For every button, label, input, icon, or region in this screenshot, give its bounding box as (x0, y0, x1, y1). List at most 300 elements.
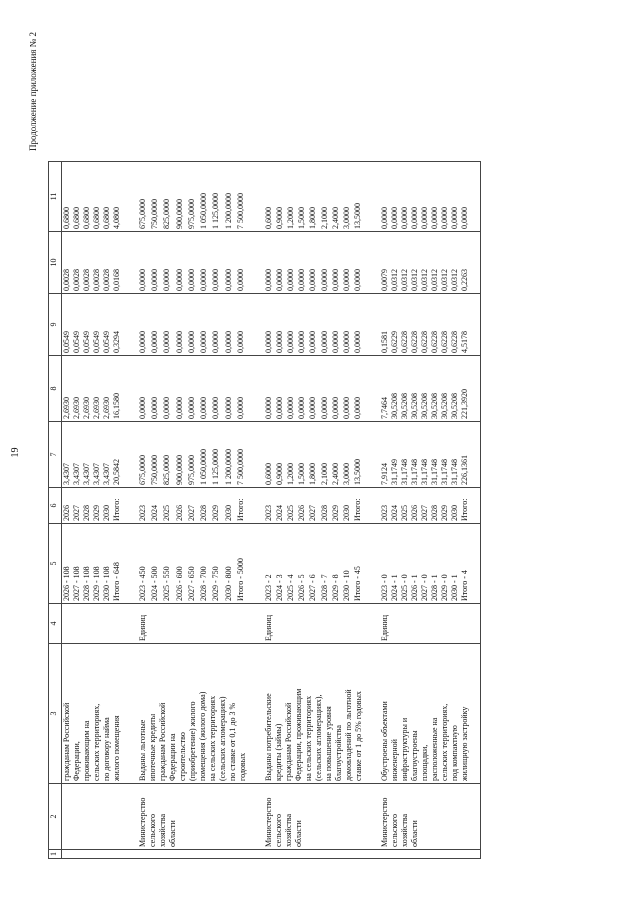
value-cell-other: 2,4000 (331, 162, 342, 232)
year-cell: Итого: (460, 488, 470, 524)
value-cell-federal: 0,0000 (342, 356, 353, 422)
value-cell-other: 0,6800 (72, 162, 82, 232)
value-cell-federal: 30,5208 (390, 356, 400, 422)
value-cell-local: 0,0312 (430, 232, 440, 294)
measure-cell: Выданы потребительские кредиты (займы) гражданам Российской Федерации, проживающим на сельских территориях (сельских агломерациях), на повышение уровня благоустройства домовладений по льготной ставке от 1 до 5% годовых (264, 644, 364, 784)
value-cell-regional: 0,6229 (390, 294, 400, 356)
target-cell: Итого - 5000 (236, 524, 248, 604)
bottom-cell (470, 524, 481, 604)
target-cell: 2024 - 1 (390, 524, 400, 604)
value-cell-regional: 0,0000 (342, 294, 353, 356)
column-header-7: 7 (49, 422, 62, 488)
table-row (138, 162, 150, 859)
value-cell-regional: 0,0000 (353, 294, 364, 356)
value-cell-total: 31,1748 (410, 422, 420, 488)
separator-cell (364, 422, 380, 488)
target-cell: 2029 - 8 (331, 524, 342, 604)
value-cell-regional: 0,0549 (102, 294, 112, 356)
separator-cell (364, 488, 380, 524)
ministry-cell (62, 784, 123, 850)
value-cell-federal: 30,5208 (400, 356, 410, 422)
value-cell-total: 3,4307 (102, 422, 112, 488)
value-cell-local: 0,0028 (92, 232, 102, 294)
block-separator (364, 162, 380, 859)
value-cell-regional: 0,0549 (92, 294, 102, 356)
target-cell: 2025 - 4 (286, 524, 297, 604)
separator-cell (122, 784, 138, 850)
value-cell-federal: 30,5208 (450, 356, 460, 422)
year-cell: 2028 (430, 488, 440, 524)
value-cell-total: 2,4000 (331, 422, 342, 488)
bottom-cell (470, 850, 481, 859)
separator-cell (122, 162, 138, 232)
value-cell-total: 825,0000 (162, 422, 174, 488)
target-cell: 2027 - 108 (72, 524, 82, 604)
value-cell-local: 0,2263 (460, 232, 470, 294)
separator-cell (122, 356, 138, 422)
value-cell-federal: 30,5208 (410, 356, 420, 422)
value-cell-local: 0,0028 (62, 232, 73, 294)
value-cell-regional: 0,0000 (297, 294, 308, 356)
value-cell-local: 0,0312 (420, 232, 430, 294)
target-cell: 2023 - 2 (264, 524, 275, 604)
separator-cell (248, 162, 264, 232)
value-cell-regional: 0,0000 (150, 294, 162, 356)
table-row (264, 162, 275, 859)
value-cell-other: 0,0000 (410, 162, 420, 232)
value-cell-regional: 0,0000 (331, 294, 342, 356)
separator-cell (364, 232, 380, 294)
ministry-cell: Министерство сельского хозяйства области (380, 784, 470, 850)
target-cell: 2028 - 700 (199, 524, 211, 604)
index-cell (380, 850, 470, 859)
value-cell-local: 0,0000 (224, 232, 236, 294)
year-cell: 2027 (420, 488, 430, 524)
value-cell-total: 750,0000 (150, 422, 162, 488)
target-cell: 2029 - 750 (211, 524, 223, 604)
value-cell-total: 31,1749 (390, 422, 400, 488)
value-cell-regional: 0,6228 (400, 294, 410, 356)
value-cell-total: 7,9124 (380, 422, 390, 488)
value-cell-other: 0,6000 (264, 162, 275, 232)
value-cell-federal: 0,0000 (162, 356, 174, 422)
value-cell-total: 0,9000 (275, 422, 286, 488)
value-cell-regional: 0,0000 (138, 294, 150, 356)
separator-cell (248, 784, 264, 850)
value-cell-regional: 0,1581 (380, 294, 390, 356)
column-header-2: 2 (49, 784, 62, 850)
value-cell-regional: 0,0000 (162, 294, 174, 356)
measure-cell: Выданы льготные ипотечные кредиты гражданам Российской Федерации на строительство (приобретение) жилого помещения (жилого дома) на сельских территориях (сельских агломерациях) по ставке от 0,1 до 3 % годовых (138, 644, 248, 784)
value-cell-total: 3,4307 (62, 422, 73, 488)
separator-cell (364, 604, 380, 644)
table-body (62, 162, 481, 859)
bottom-cell (470, 162, 481, 232)
value-cell-other: 2,1000 (320, 162, 331, 232)
target-cell: 2029 - 108 (92, 524, 102, 604)
value-cell-other: 675,0000 (138, 162, 150, 232)
separator-cell (364, 356, 380, 422)
value-cell-federal: 0,0000 (308, 356, 319, 422)
target-cell: 2024 - 3 (275, 524, 286, 604)
target-cell: 2030 - 108 (102, 524, 112, 604)
separator-cell (364, 850, 380, 859)
value-cell-total: 1 125,0000 (211, 422, 223, 488)
value-cell-other: 1,5000 (297, 162, 308, 232)
value-cell-regional: 0,0000 (187, 294, 199, 356)
value-cell-regional: 0,0000 (236, 294, 248, 356)
separator-cell (248, 356, 264, 422)
column-header-10: 10 (49, 232, 62, 294)
value-cell-total: 1,5000 (297, 422, 308, 488)
value-cell-regional: 0,0549 (62, 294, 73, 356)
target-cell: 2027 - 0 (420, 524, 430, 604)
value-cell-federal: 0,0000 (224, 356, 236, 422)
year-cell: 2023 (138, 488, 150, 524)
year-cell: 2026 (410, 488, 420, 524)
value-cell-regional: 0,6228 (410, 294, 420, 356)
value-cell-federal: 0,0000 (331, 356, 342, 422)
year-cell: 2024 (390, 488, 400, 524)
separator-cell (122, 850, 138, 859)
value-cell-federal: 0,0000 (275, 356, 286, 422)
value-cell-regional: 0,6228 (430, 294, 440, 356)
year-cell: 2030 (450, 488, 460, 524)
target-cell: 2027 - 6 (308, 524, 319, 604)
column-header-5: 5 (49, 524, 62, 604)
year-cell: 2024 (150, 488, 162, 524)
value-cell-total: 975,0000 (187, 422, 199, 488)
value-cell-federal: 0,0000 (199, 356, 211, 422)
value-cell-total: 1 200,0000 (224, 422, 236, 488)
value-cell-local: 0,0000 (138, 232, 150, 294)
target-cell: 2026 - 600 (175, 524, 187, 604)
value-cell-other: 0,6800 (102, 162, 112, 232)
separator-cell (122, 524, 138, 604)
value-cell-regional: 0,0000 (286, 294, 297, 356)
year-cell: 2029 (211, 488, 223, 524)
value-cell-federal: 221,3920 (460, 356, 470, 422)
value-cell-local: 0,0000 (150, 232, 162, 294)
unit-cell (62, 604, 123, 644)
column-header-9: 9 (49, 294, 62, 356)
value-cell-regional: 0,0000 (199, 294, 211, 356)
value-cell-regional: 0,3294 (112, 294, 122, 356)
value-cell-local: 0,0000 (275, 232, 286, 294)
value-cell-total: 900,0000 (175, 422, 187, 488)
bottom-cell (470, 644, 481, 784)
target-cell: 2028 - 1 (430, 524, 440, 604)
value-cell-other: 0,6800 (92, 162, 102, 232)
value-cell-federal: 2,6930 (82, 356, 92, 422)
value-cell-local: 0,0028 (72, 232, 82, 294)
column-header-6: 6 (49, 488, 62, 524)
value-cell-regional: 4,5178 (460, 294, 470, 356)
value-cell-total: 7 500,0000 (236, 422, 248, 488)
separator-cell (248, 488, 264, 524)
table-header (49, 162, 62, 859)
value-cell-federal: 30,5208 (420, 356, 430, 422)
bottom-cell (470, 294, 481, 356)
value-cell-other: 975,0000 (187, 162, 199, 232)
target-cell: 2025 - 550 (162, 524, 174, 604)
value-cell-total: 675,0000 (138, 422, 150, 488)
value-cell-local: 0,0028 (82, 232, 92, 294)
unit-cell: Единиц (380, 604, 470, 644)
value-cell-total: 13,5000 (353, 422, 364, 488)
value-cell-local: 0,0000 (162, 232, 174, 294)
bottom-cell (470, 356, 481, 422)
value-cell-total: 3,4307 (72, 422, 82, 488)
value-cell-total: 20,5842 (112, 422, 122, 488)
value-cell-total: 31,1748 (430, 422, 440, 488)
bottom-cell (470, 604, 481, 644)
target-cell: 2025 - 0 (400, 524, 410, 604)
value-cell-local: 0,0000 (286, 232, 297, 294)
separator-cell (364, 162, 380, 232)
year-cell: 2024 (275, 488, 286, 524)
value-cell-other: 4,0800 (112, 162, 122, 232)
value-cell-other: 0,6800 (62, 162, 73, 232)
value-cell-federal: 0,0000 (236, 356, 248, 422)
value-cell-total: 31,1748 (400, 422, 410, 488)
target-cell: 2026 - 5 (297, 524, 308, 604)
value-cell-local: 0,0168 (112, 232, 122, 294)
separator-cell (364, 644, 380, 784)
separator-cell (122, 644, 138, 784)
value-cell-other: 900,0000 (175, 162, 187, 232)
value-cell-total: 3,4307 (82, 422, 92, 488)
value-cell-other: 0,0000 (450, 162, 460, 232)
target-cell: 2023 - 0 (380, 524, 390, 604)
column-header-4: 4 (49, 604, 62, 644)
target-cell: Итого - 648 (112, 524, 122, 604)
value-cell-total: 31,1748 (440, 422, 450, 488)
value-cell-other: 0,0000 (420, 162, 430, 232)
value-cell-other: 750,0000 (150, 162, 162, 232)
year-cell: 2025 (286, 488, 297, 524)
value-cell-local: 0,0000 (264, 232, 275, 294)
index-cell (264, 850, 364, 859)
bottom-cell (470, 232, 481, 294)
target-cell: 2024 - 500 (150, 524, 162, 604)
target-cell: 2030 - 1 (450, 524, 460, 604)
year-cell: 2028 (199, 488, 211, 524)
value-cell-regional: 0,0000 (211, 294, 223, 356)
year-cell: 2030 (102, 488, 112, 524)
value-cell-federal: 0,0000 (286, 356, 297, 422)
value-cell-regional: 0,0549 (72, 294, 82, 356)
value-cell-federal: 2,6930 (62, 356, 73, 422)
target-cell: 2030 - 800 (224, 524, 236, 604)
target-cell: Итого - 45 (353, 524, 364, 604)
value-cell-federal: 2,6930 (72, 356, 82, 422)
value-cell-local: 0,0000 (175, 232, 187, 294)
measure-cell: Обустроены объектами инженерной инфраструктуры и благоустроены площадки, расположенные на сельских территориях, под компактную жилищную застройку (380, 644, 470, 784)
value-cell-local: 0,0000 (308, 232, 319, 294)
bottom-cell (470, 784, 481, 850)
bottom-cell (470, 488, 481, 524)
separator-cell (364, 784, 380, 850)
value-cell-local: 0,0000 (342, 232, 353, 294)
ministry-cell: Министерство сельского хозяйства области (264, 784, 364, 850)
unit-cell: Единиц (138, 604, 248, 644)
year-cell: 2023 (264, 488, 275, 524)
year-cell: 2026 (62, 488, 73, 524)
value-cell-total: 226,1361 (460, 422, 470, 488)
value-cell-other: 7 500,0000 (236, 162, 248, 232)
target-cell: 2030 - 10 (342, 524, 353, 604)
value-cell-other: 3,0000 (342, 162, 353, 232)
value-cell-other: 0,0000 (400, 162, 410, 232)
index-cell (62, 850, 123, 859)
value-cell-federal: 0,0000 (297, 356, 308, 422)
separator-cell (248, 232, 264, 294)
year-cell: 2027 (308, 488, 319, 524)
year-cell: 2025 (162, 488, 174, 524)
value-cell-total: 31,1748 (420, 422, 430, 488)
value-cell-local: 0,0000 (211, 232, 223, 294)
value-cell-local: 0,0000 (297, 232, 308, 294)
value-cell-other: 0,9000 (275, 162, 286, 232)
separator-cell (248, 524, 264, 604)
value-cell-total: 31,1748 (450, 422, 460, 488)
year-cell: 2028 (320, 488, 331, 524)
program-table (48, 161, 481, 859)
separator-cell (122, 294, 138, 356)
value-cell-other: 1 050,0000 (199, 162, 211, 232)
value-cell-local: 0,0312 (440, 232, 450, 294)
target-cell: 2028 - 7 (320, 524, 331, 604)
target-cell: 2026 - 108 (62, 524, 73, 604)
value-cell-federal: 30,5208 (430, 356, 440, 422)
value-cell-total: 1 050,0000 (199, 422, 211, 488)
value-cell-total: 1,8000 (308, 422, 319, 488)
target-cell: Итого - 4 (460, 524, 470, 604)
value-cell-total: 3,4307 (92, 422, 102, 488)
value-cell-local: 0,0312 (410, 232, 420, 294)
separator-cell (248, 294, 264, 356)
column-header-8: 8 (49, 356, 62, 422)
block-separator (122, 162, 138, 859)
value-cell-other: 1 125,0000 (211, 162, 223, 232)
value-cell-local: 0,0028 (102, 232, 112, 294)
year-cell: 2025 (400, 488, 410, 524)
value-cell-other: 0,6800 (82, 162, 92, 232)
value-cell-regional: 0,0000 (224, 294, 236, 356)
table-row (380, 162, 390, 859)
value-cell-total: 1,2000 (286, 422, 297, 488)
value-cell-local: 0,0079 (380, 232, 390, 294)
value-cell-regional: 0,0000 (264, 294, 275, 356)
block-separator (248, 162, 264, 859)
value-cell-local: 0,0312 (450, 232, 460, 294)
value-cell-total: 2,1000 (320, 422, 331, 488)
year-cell: Итого: (236, 488, 248, 524)
value-cell-total: 0,6000 (264, 422, 275, 488)
value-cell-regional: 0,6228 (420, 294, 430, 356)
target-cell: 2023 - 450 (138, 524, 150, 604)
column-header-11: 11 (49, 162, 62, 232)
separator-cell (122, 422, 138, 488)
page-number: 19 (10, 447, 21, 458)
value-cell-regional: 0,0549 (82, 294, 92, 356)
year-cell: 2029 (440, 488, 450, 524)
year-cell: Итого: (353, 488, 364, 524)
value-cell-federal: 2,6930 (92, 356, 102, 422)
value-cell-federal: 0,0000 (264, 356, 275, 422)
ministry-cell: Министерство сельского хозяйства области (138, 784, 248, 850)
unit-cell: Единиц (264, 604, 364, 644)
year-cell: 2023 (380, 488, 390, 524)
value-cell-federal: 0,0000 (187, 356, 199, 422)
separator-cell (248, 850, 264, 859)
value-cell-other: 0,0000 (390, 162, 400, 232)
value-cell-federal: 0,0000 (211, 356, 223, 422)
column-header-3: 3 (49, 644, 62, 784)
value-cell-federal: 0,0000 (353, 356, 364, 422)
separator-cell (122, 232, 138, 294)
measure-cell: гражданам Российской Федерации, проживающим на сельских территориях, по договору найма жилого помещения (62, 644, 123, 784)
value-cell-local: 0,0000 (331, 232, 342, 294)
value-cell-other: 13,5000 (353, 162, 364, 232)
year-cell: 2027 (187, 488, 199, 524)
table-row (62, 162, 73, 859)
year-cell: 2028 (82, 488, 92, 524)
value-cell-federal: 0,0000 (138, 356, 150, 422)
year-cell: 2026 (175, 488, 187, 524)
separator-cell (364, 524, 380, 604)
value-cell-regional: 0,6228 (440, 294, 450, 356)
value-cell-local: 0,0312 (390, 232, 400, 294)
value-cell-other: 0,0000 (430, 162, 440, 232)
year-cell: 2026 (297, 488, 308, 524)
separator-cell (122, 604, 138, 644)
value-cell-local: 0,0000 (320, 232, 331, 294)
separator-cell (248, 604, 264, 644)
value-cell-local: 0,0000 (199, 232, 211, 294)
value-cell-regional: 0,0000 (175, 294, 187, 356)
value-cell-local: 0,0000 (187, 232, 199, 294)
index-cell (138, 850, 248, 859)
value-cell-local: 0,0000 (236, 232, 248, 294)
value-cell-local: 0,0000 (353, 232, 364, 294)
year-cell: 2027 (72, 488, 82, 524)
value-cell-other: 0,0000 (460, 162, 470, 232)
value-cell-federal: 0,0000 (150, 356, 162, 422)
target-cell: 2029 - 0 (440, 524, 450, 604)
target-cell: 2028 - 108 (82, 524, 92, 604)
value-cell-regional: 0,0000 (275, 294, 286, 356)
value-cell-local: 0,0312 (400, 232, 410, 294)
target-cell: 2026 - 1 (410, 524, 420, 604)
year-cell: 2029 (331, 488, 342, 524)
value-cell-federal: 30,5208 (440, 356, 450, 422)
year-cell: 2029 (92, 488, 102, 524)
column-header-1: 1 (49, 850, 62, 859)
value-cell-other: 0,0000 (380, 162, 390, 232)
table-bottom (470, 162, 481, 859)
value-cell-federal: 16,1580 (112, 356, 122, 422)
separator-cell (364, 294, 380, 356)
year-cell: 2030 (224, 488, 236, 524)
value-cell-other: 1,8000 (308, 162, 319, 232)
value-cell-regional: 0,0000 (308, 294, 319, 356)
value-cell-regional: 0,0000 (320, 294, 331, 356)
value-cell-total: 3,0000 (342, 422, 353, 488)
value-cell-federal: 7,7464 (380, 356, 390, 422)
separator-cell (122, 488, 138, 524)
